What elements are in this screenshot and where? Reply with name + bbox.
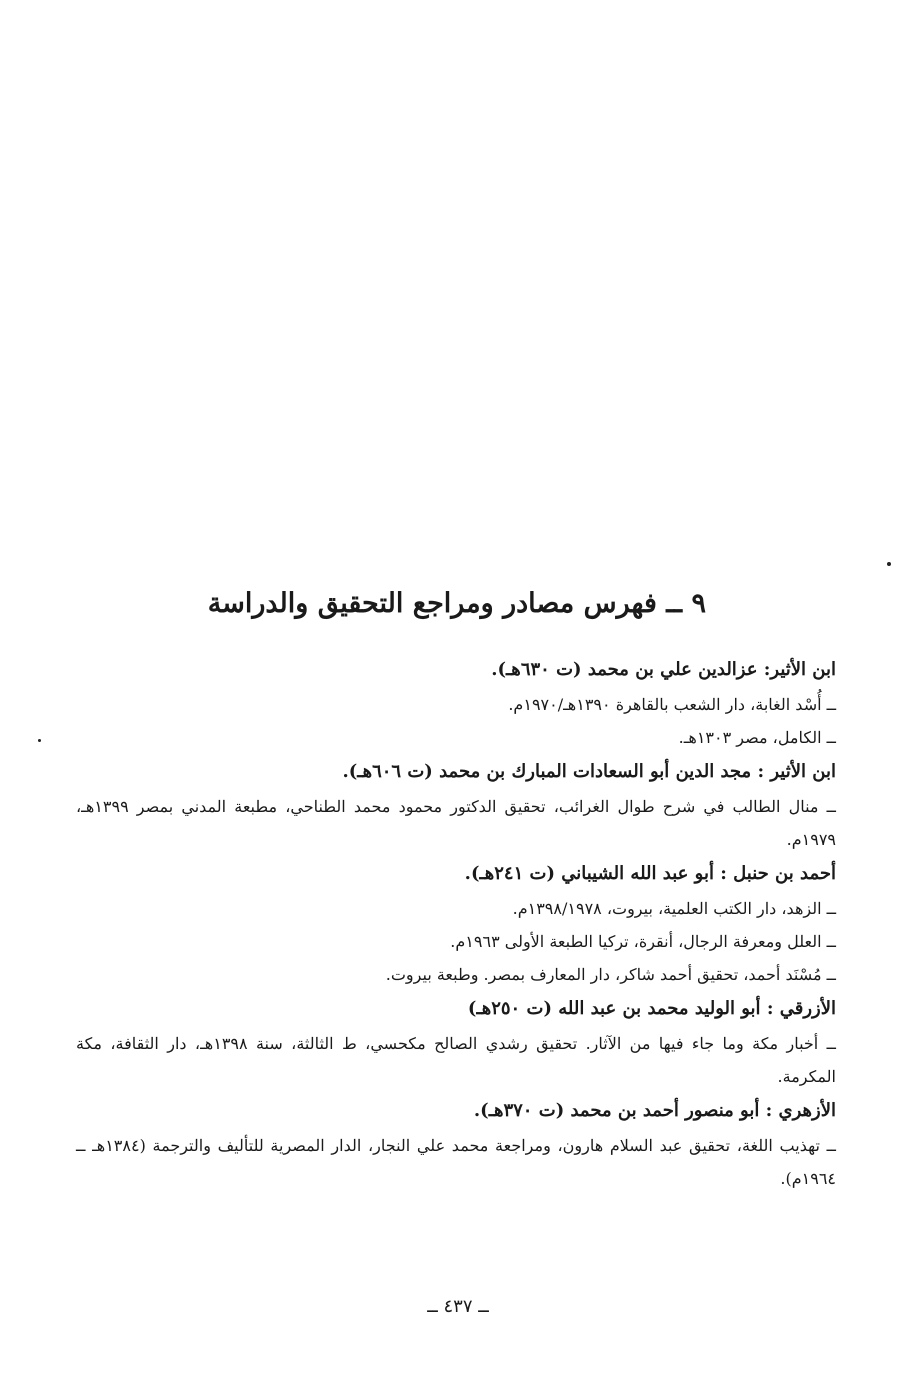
section-title: ٩ ــ فهرس مصادر ومراجع التحقيق والدراسة [207, 588, 706, 619]
entry-work: ــ مُسْنَد أحمد، تحقيق أحمد شاكر، دار المعارف بمصر. وطبعة بيروت. [385, 965, 836, 984]
entry-work: ــ الكامل، مصر ١٣٠٣هـ. [678, 728, 836, 747]
bibliography-entry [76, 1093, 836, 1195]
ink-speck [38, 739, 41, 742]
entry-work: ــ أخبار مكة وما جاء فيها من الآثار. تحقيق رشدي الصالح مكحسي، ط الثالثة، سنة ١٣٩٨هـ، دار الثقافة، مكة المكرمة. [76, 1034, 836, 1086]
bibliography-entry [76, 856, 836, 991]
entry-work: ــ أُسْد الغابة، دار الشعب بالقاهرة ١٣٩٠هـ/١٩٧٠م. [508, 695, 836, 714]
entry-work: ــ الزهد، دار الكتب العلمية، بيروت، ١٣٩٨/١٩٧٨م. [512, 899, 836, 918]
ink-speck [887, 562, 891, 566]
page-number: ــ ٤٣٧ ــ [427, 1296, 489, 1317]
entry-work: ــ منال الطالب في شرح طوال الغرائب، تحقيق الدكتور محمود محمد الطناحي، مطبعة المدني بمصر ١٣٩٩هـ، ١٩٧٩م. [76, 797, 836, 849]
entry-author: أحمد بن حنبل : أبو عبد الله الشيباني (ت ٢٤١هـ). [464, 863, 836, 884]
entry-author: ابن الأثير: عزالدين علي بن محمد (ت ٦٣٠هـ). [491, 659, 836, 680]
entry-author: ابن الأثير : مجد الدين أبو السعادات المبارك بن محمد (ت ٦٠٦هـ). [342, 761, 836, 782]
bibliography-list [76, 652, 836, 1195]
bibliography-entry [76, 652, 836, 754]
entry-work: ــ العلل ومعرفة الرجال، أنقرة، تركيا الطبعة الأولى ١٩٦٣م. [450, 932, 836, 951]
entry-author: الأزرقي : أبو الوليد محمد بن عبد الله (ت ٢٥٠هـ) [467, 998, 836, 1019]
entry-work: ــ تهذيب اللغة، تحقيق عبد السلام هارون، ومراجعة محمد علي النجار، الدار المصرية للتأليف والترجمة (١٣٨٤هـ ــ ١٩٦٤م). [76, 1136, 836, 1188]
entry-author: الأزهري : أبو منصور أحمد بن محمد (ت ٣٧٠هـ). [473, 1100, 836, 1121]
bibliography-entry [76, 754, 836, 856]
bibliography-entry [76, 991, 836, 1093]
